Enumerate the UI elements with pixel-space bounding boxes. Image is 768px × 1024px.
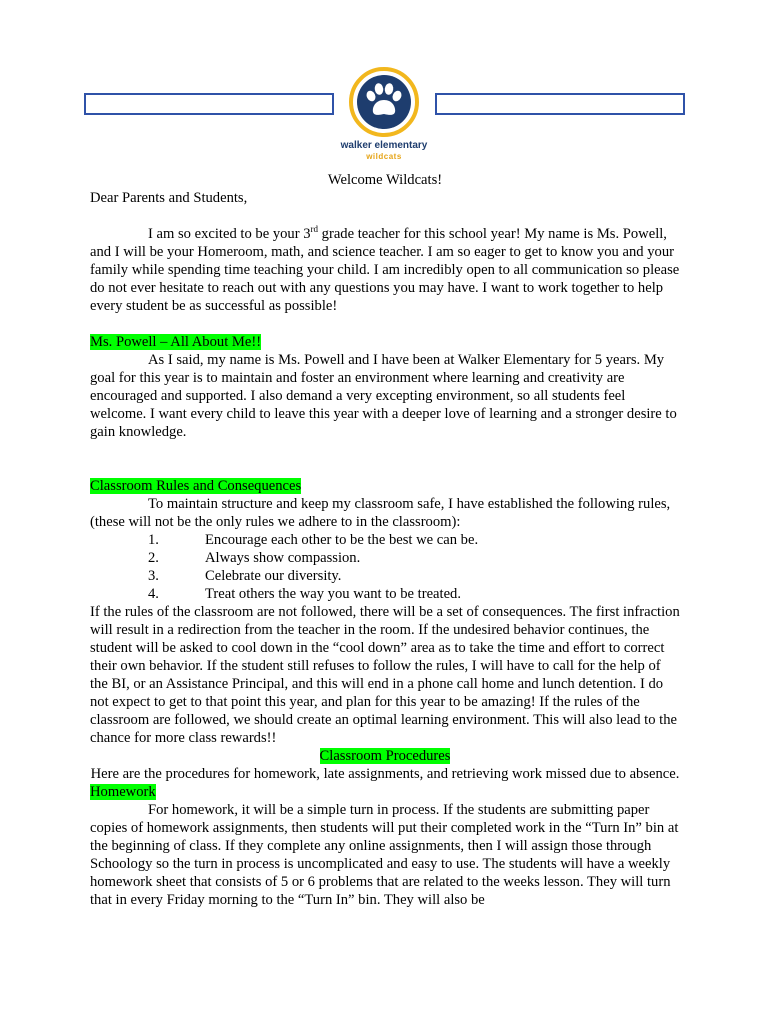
rule-item — [90, 531, 680, 549]
rule-item — [90, 567, 680, 585]
rule-number: 2. — [148, 550, 159, 566]
homework-heading: Homework — [90, 784, 156, 800]
rule-number: 1. — [148, 532, 159, 548]
rule-number: 4. — [148, 586, 159, 602]
about-heading: Ms. Powell – All About Me!! — [90, 334, 262, 350]
letter-body — [90, 171, 680, 909]
rule-item — [90, 585, 680, 603]
rule-text: Celebrate our diversity. — [205, 568, 342, 584]
header-rule-right — [435, 93, 685, 115]
header-rule-left — [84, 93, 334, 115]
rule-text: Treat others the way you want to be treated. — [205, 586, 461, 602]
rule-number: 3. — [148, 568, 159, 584]
procedures-heading-line — [90, 747, 680, 765]
letter-greeting: Dear Parents and Students, — [90, 190, 248, 206]
logo-school-name: walker elementary — [340, 140, 428, 151]
rule-item — [90, 549, 680, 567]
school-logo — [334, 66, 434, 168]
rules-heading: Classroom Rules and Consequences — [90, 478, 302, 494]
procedures-heading: Classroom Procedures — [319, 748, 451, 764]
rules-heading-line — [90, 477, 680, 495]
about-paragraph: As I said, my name is Ms. Powell and I have been at Walker Elementary for 5 years. My goal for this year is to maintain and foster an environment where learning and creativity are encouraged and supported. I also demand a very excepting environment, so all students feel welcome. I want every child to leave this year with a deeper love of learning and a stronger desire to gain knowledge. — [90, 352, 677, 440]
intro-paragraph — [90, 225, 680, 315]
procedures-intro: Here are the procedures for homework, late assignments, and retrieving work missed due to absence. — [90, 766, 680, 782]
about-heading-line — [90, 333, 680, 351]
intro-text-start: I am so excited to be your 3 — [148, 226, 311, 242]
rules-intro: To maintain structure and keep my classroom safe, I have established the following rules, (these will not be the only rules we adhere to in the classroom): — [90, 496, 671, 530]
homework-paragraph: For homework, it will be a simple turn in process. If the students are submitting paper copies of homework assignments, then students will put their completed work in the “Turn In” bin at the beginning of class. If they complete any online assignments, then I will assign those through Schoology so the turn in process is uncomplicated and easy to use. The students will have a weekly homework sheet that consists of 5 or 6 problems that are related to the weeks lesson. They will turn that in every Friday morning to the “Turn In” bin. They will also be — [90, 802, 679, 908]
logo-mascot-name: wildcats — [366, 152, 402, 161]
homework-heading-line — [90, 783, 680, 801]
rule-text: Always show compassion. — [205, 550, 361, 566]
consequences-paragraph: If the rules of the classroom are not followed, there will be a set of consequences. The first infraction will result in a redirection from the teacher in the room. If the undesired behavior continues, the student will be asked to cool down in the “cool down” area as to take the time and effort to correct their own behavior. If the student still refuses to follow the rules, I will have to call for the help of the BI, or an Assistance Principal, and this will end in a phone call home and lunch detention. I do not expect to get to that point this year, and plan for this year to be amazing! If the rules of the classroom are followed, we should create an optimal learning environment. This will also lead to the chance for more class rewards!! — [90, 604, 680, 746]
intro-text-rest: grade teacher for this school year! My name is Ms. Powell, and I will be your Homeroom, math, and science teacher. I am so eager to get to know you and your family while spending time teaching your child. I am incredibly open to all communication so please do not ever hesitate to reach out with any questions you may have. I want to work together to help every student be as successful as possible! — [90, 226, 680, 314]
rule-text: Encourage each other to be the best we can be. — [205, 532, 479, 548]
letter-title: Welcome Wildcats! — [327, 172, 443, 188]
intro-ordinal-suffix: rd — [310, 224, 319, 235]
paw-badge-icon — [348, 66, 420, 138]
